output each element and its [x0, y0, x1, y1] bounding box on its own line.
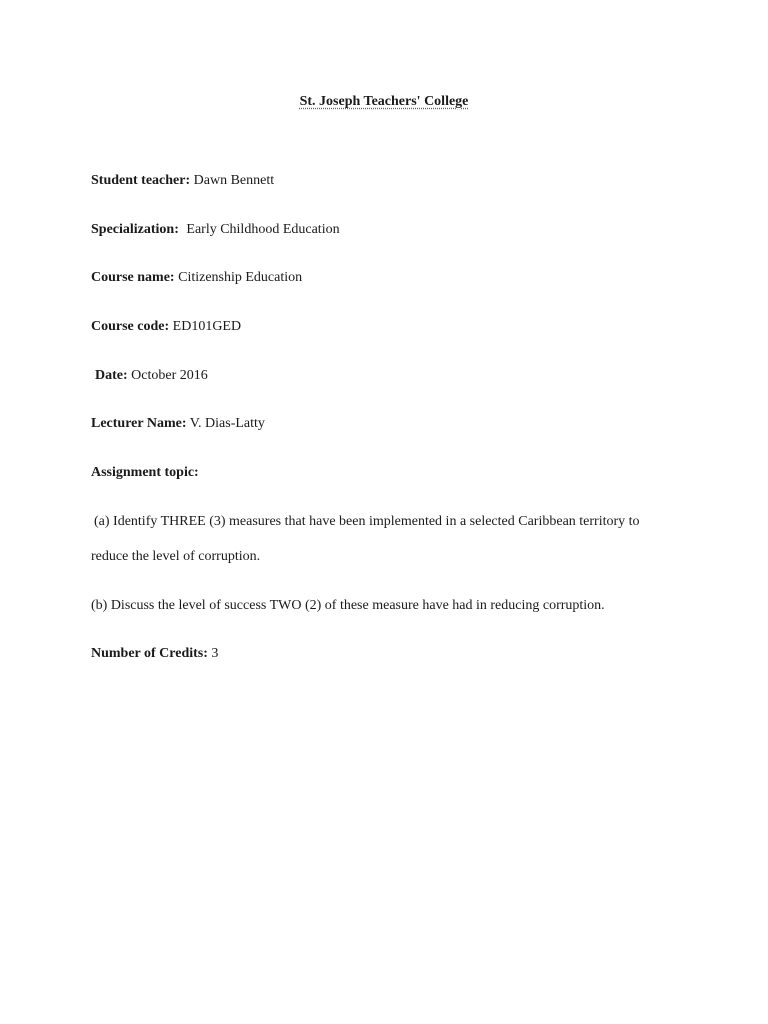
student-teacher-label: Student teacher:	[91, 173, 191, 188]
assignment-topic-label: Assignment topic:	[91, 465, 199, 480]
date-value: October 2016	[131, 368, 208, 383]
student-teacher-field	[91, 173, 274, 189]
course-name-field	[91, 270, 302, 286]
lecturer-name-field	[91, 416, 265, 432]
course-code-field	[91, 319, 241, 335]
topic-part-a-line2: reduce the level of corruption.	[91, 549, 261, 564]
number-of-credits-value: 3	[211, 646, 219, 661]
lecturer-name-value: V. Dias-Latty	[189, 416, 265, 431]
specialization-field	[91, 222, 340, 238]
topic-part-a-line1: (a) Identify THREE (3) measures that have been implemented in a selected Caribbean territory to	[94, 514, 640, 529]
specialization-value: Early Childhood Education	[186, 222, 340, 237]
specialization-label: Specialization:	[91, 222, 179, 237]
assignment-topic-field	[91, 465, 199, 481]
course-code-label: Course code:	[91, 319, 170, 334]
topic-part-b: (b) Discuss the level of success TWO (2) of these measure have had in reducing corruption.	[91, 598, 605, 613]
number-of-credits-field	[91, 646, 218, 662]
lecturer-name-label: Lecturer Name:	[91, 416, 187, 431]
course-code-value: ED101GED	[172, 319, 242, 334]
date-label: Date:	[95, 368, 128, 383]
course-name-label: Course name:	[91, 270, 175, 285]
course-name-value: Citizenship Education	[178, 270, 303, 285]
date-field	[95, 368, 208, 384]
document-title: St. Joseph Teachers' College	[299, 94, 469, 109]
number-of-credits-label: Number of Credits:	[91, 646, 208, 661]
student-teacher-value: Dawn Bennett	[193, 173, 275, 188]
